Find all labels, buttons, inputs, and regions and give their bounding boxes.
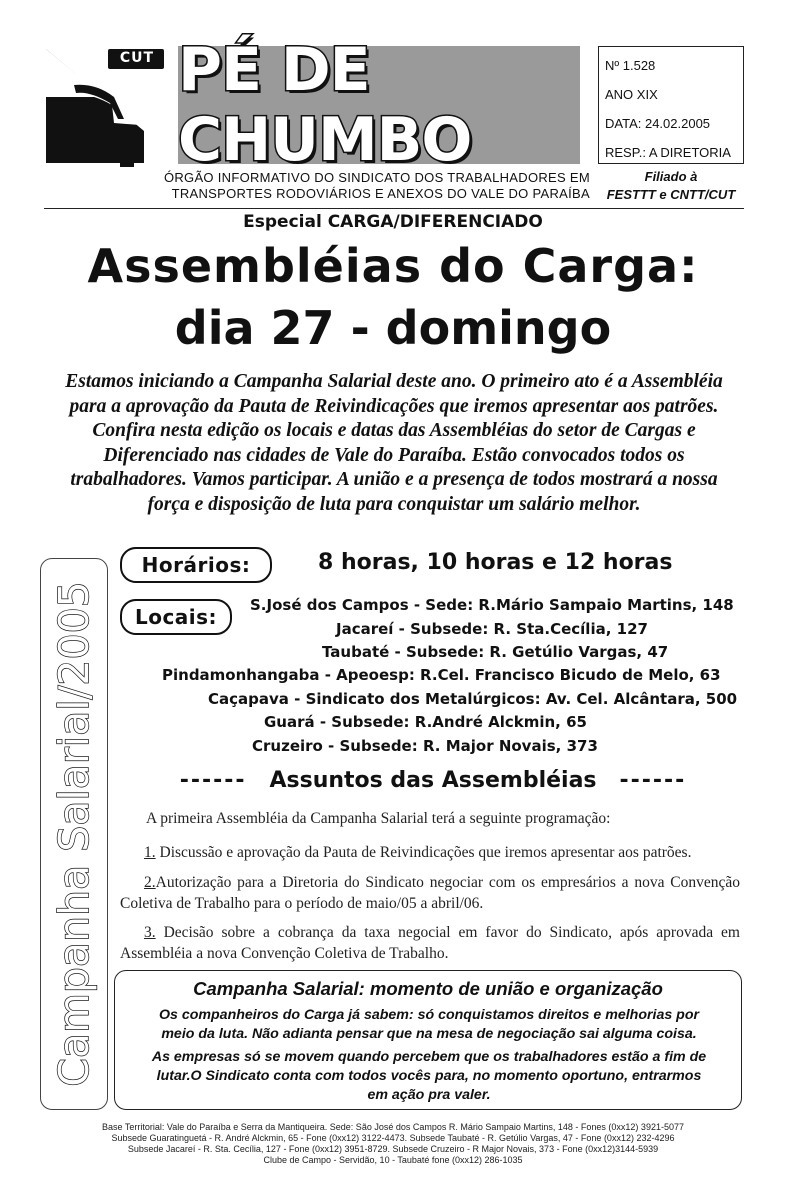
location-item: Taubaté - Subsede: R. Getúlio Vargas, 47 [322, 643, 669, 661]
callout-paragraph-1 [128, 1006, 730, 1044]
issue-info-box [598, 46, 744, 164]
masthead-divider [44, 208, 744, 209]
horarios-label: Horários: [120, 547, 272, 583]
callout-line: em ação pra valer. [367, 1087, 491, 1103]
callout-line: As empresas só se movem quando percebem que os trabalhadores estão a fim de [151, 1049, 707, 1065]
footer-line: Clube de Campo - Servidão, 10 - Taubaté fone (0xx12) 286-1035 [263, 1155, 523, 1165]
locais-label: Locais: [120, 599, 232, 635]
issue-responsible: RESP.: A DIRETORIA [605, 145, 731, 160]
heading-dashes-right: ------ [619, 768, 687, 793]
callout-line: Os companheiros do Carga já sabem: só conquistamos direitos e melhorias por [158, 1007, 700, 1023]
footer-line: Subsede Guaratinguetá - R. André Alckmin, 65 - Fone (0xx12) 3122-4473. Subsede Taubaté - R. Getúlio Vargas, 47 - Fone (0xx12) 232-4296 [111, 1133, 675, 1143]
agenda-item-number: 3. [144, 924, 156, 941]
agenda-item-text: Autorização para a Diretoria do Sindicato negociar com os empresários a nova Convenção Coletiva de Trabalho para o período de maio/05 a abril/06. [120, 874, 740, 912]
intro-paragraph [44, 370, 744, 517]
callout-paragraph-2 [128, 1048, 730, 1105]
location-item: S.José dos Campos - Sede: R.Mário Sampaio Martins, 148 [250, 596, 734, 614]
intro-line: para a aprovação da Pauta de Reivindicações que iremos apresentar aos patrões. [69, 395, 719, 417]
intro-line: Confira nesta edição os locais e datas das Assembléias do setor de Cargas e [92, 420, 696, 441]
agenda-item-number: 2. [144, 874, 156, 891]
logo-label: CUT [119, 50, 155, 66]
cut-logo [44, 45, 166, 185]
assuntos-heading [128, 768, 738, 793]
headline-line-1: Assembléias do Carga: [87, 239, 699, 293]
callout-line: meio da luta. Não adianta pensar que na mesa de negociação sai alguma coisa. [161, 1026, 697, 1042]
headline-line-2: dia 27 - domingo [174, 301, 612, 355]
location-item: Cruzeiro - Subsede: R. Major Novais, 373 [252, 737, 598, 755]
agenda-item-1 [120, 842, 740, 863]
edition-kicker: Especial CARGA/DIFERENCIADO [243, 212, 543, 232]
newspaper-title-banner [178, 35, 580, 175]
issue-number: Nº 1.528 [605, 58, 656, 73]
intro-line: força e disposição de luta para conquistar um salário melhor. [147, 493, 641, 515]
issue-date: DATA: 24.02.2005 [605, 116, 711, 131]
intro-line: Diferenciado nas cidades de Vale do Paraíba. Estão convocados todos os [103, 444, 685, 466]
affiliation-line-1: Filiado à [644, 169, 698, 184]
horarios-value: 8 horas, 10 horas e 12 horas [318, 550, 673, 575]
footer-line: Base Territorial: Vale do Paraíba e Serra da Mantiqueira. Sede: São José dos Campos R. Mário Sampaio Martins, 148 - Fones (0xx12) 3921-5077 [102, 1122, 684, 1132]
newspaper-title: PÉ DE CHUMBO [178, 35, 472, 175]
steering-wheel-logo-graphic [44, 45, 166, 185]
agenda-item-text: Decisão sobre a cobrança da taxa negocial em favor do Sindicato, após aprovada em Assembléia a nova Convenção Coletiva de Trabalho. [120, 924, 740, 962]
location-item: Jacareí - Subsede: R. Sta.Cecília, 127 [336, 620, 648, 638]
affiliation-line-2: FESTTT e CNTT/CUT [606, 187, 736, 202]
callout-line: lutar.O Sindicato conta com todos vocês para, no momento oportuno, entrarmos [156, 1068, 702, 1084]
side-band-text: Campanha Salarial/2005 [50, 581, 98, 1087]
issue-year: ANO XIX [605, 87, 658, 102]
agenda-item-text: Discussão e aprovação da Pauta de Reivindicações que iremos apresentar aos patrões. [155, 844, 692, 861]
intro-line: trabalhadores. Vamos participar. A união e a presença de todos mostrará a nossa [70, 469, 718, 490]
assuntos-title: Assuntos das Assembléias [269, 768, 597, 793]
agenda-item-number: 1. [144, 844, 156, 861]
location-item: Caçapava - Sindicato dos Metalúrgicos: Av. Cel. Alcântara, 500 [208, 690, 738, 708]
assuntos-lead: A primeira Assembléia da Campanha Salarial terá a seguinte programação: [146, 810, 611, 827]
location-item: Pindamonhangaba - Apeoesp: R.Cel. Francisco Bicudo de Melo, 63 [162, 666, 721, 684]
affiliation [596, 168, 746, 204]
subtitle-line-1: ÓRGÃO INFORMATIVO DO SINDICATO DOS TRABALHADORES EM [163, 170, 590, 185]
callout-title: Campanha Salarial: momento de união e organização [193, 978, 663, 999]
location-item: Guará - Subsede: R.André Alckmin, 65 [264, 713, 587, 731]
agenda-item-2 [120, 872, 740, 914]
agenda-item-3 [120, 922, 740, 964]
footer-line: Subsede Jacareí - R. Sta. Cecília, 127 - Fone (0xx12) 3951-8729. Subsede Cruzeiro - R Major Novais, 373 - Fone (0xx12)3144-5939 [127, 1144, 659, 1154]
subtitle-line-2: TRANSPORTES RODOVIÁRIOS E ANEXOS DO VALE DO PARAÍBA [171, 186, 590, 201]
heading-dashes-left: ------ [179, 768, 247, 793]
intro-line: Estamos iniciando a Campanha Salarial deste ano. O primeiro ato é a Assembléia [65, 371, 723, 392]
